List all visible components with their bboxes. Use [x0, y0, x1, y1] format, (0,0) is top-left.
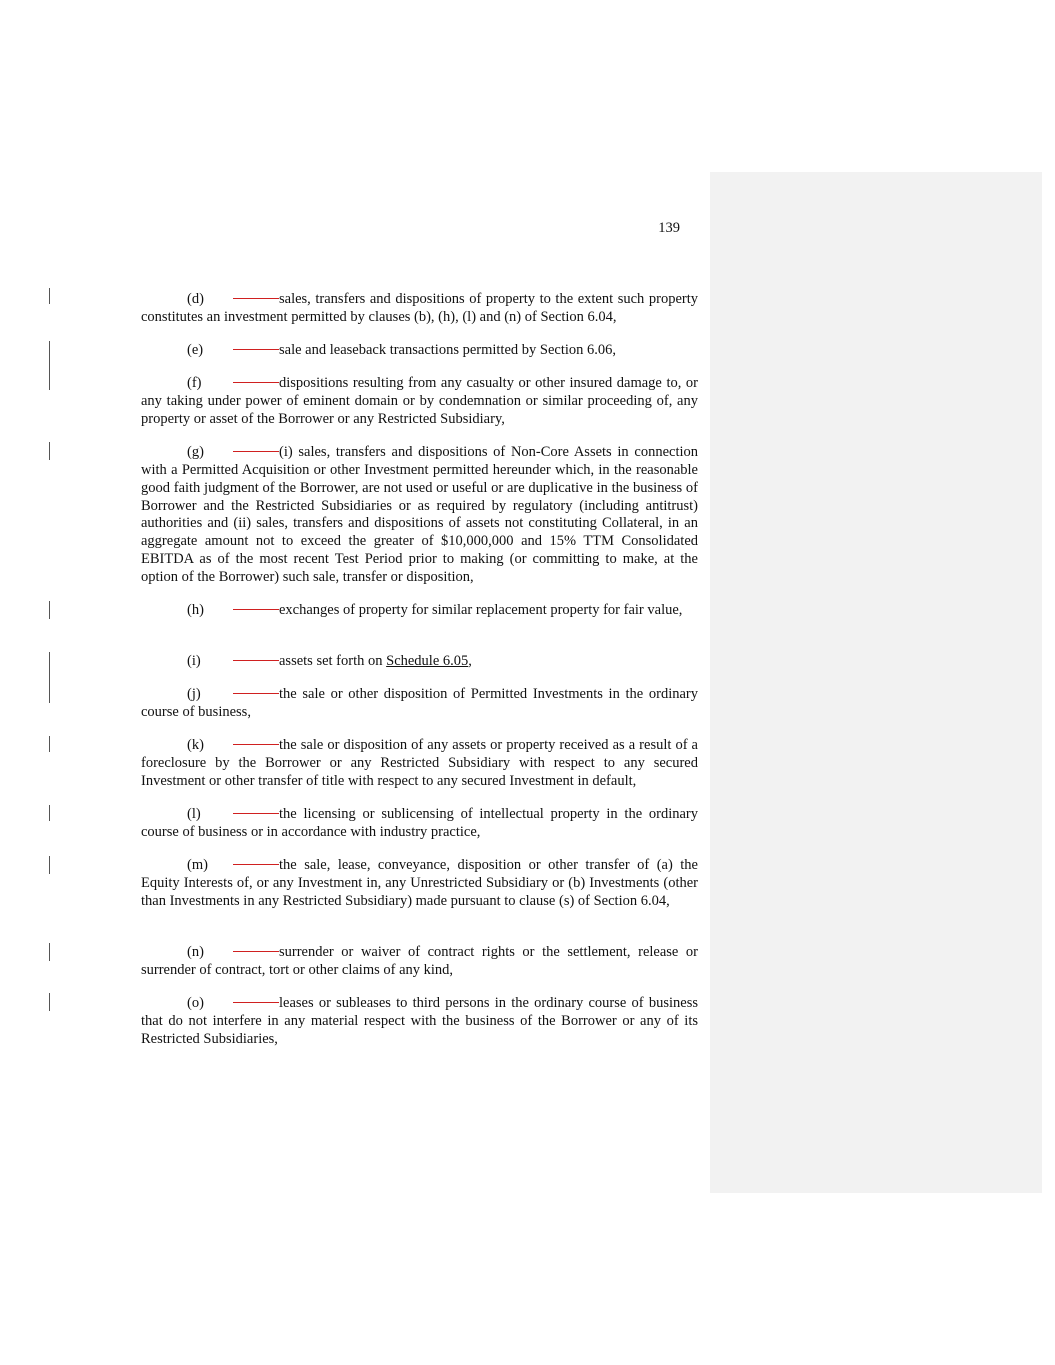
schedule-reference: Schedule 6.05 — [386, 653, 469, 669]
clause-g — [141, 444, 698, 587]
clause-label: (i) — [187, 653, 201, 669]
clause-text: the licensing or sublicensing of intellectual property in the ordinary course of business or in accordance with industry practice, — [141, 806, 698, 840]
change-bar — [49, 856, 50, 874]
clause-label: (f) — [187, 375, 202, 391]
change-bar — [49, 442, 50, 460]
clause-text: sale and leaseback transactions permitted by Section 6.06, — [279, 342, 617, 358]
change-bar — [49, 288, 50, 304]
clause-text: leases or subleases to third persons in the ordinary course of business that do not interfere in any material respect with the business of the Borrower or any of its Restricted Subsidiaries, — [141, 995, 698, 1047]
clause-text: assets set forth on — [279, 653, 387, 669]
clause-m — [141, 857, 698, 911]
comment-pane — [710, 172, 1042, 1193]
clause-label: (m) — [187, 857, 208, 873]
change-bar — [49, 943, 50, 961]
tab-leader — [233, 298, 279, 299]
clause-k — [141, 737, 698, 791]
clause-text: sales, transfers and dispositions of property to the extent such property constitutes an investment permitted by clauses (b), (h), (l) and (n) of Section 6.04, — [141, 291, 698, 325]
tab-leader — [233, 349, 279, 350]
clause-text-after: , — [468, 653, 472, 669]
change-bar — [49, 993, 50, 1011]
tab-leader — [233, 1002, 279, 1003]
tab-leader — [233, 609, 279, 610]
clause-text: (i) sales, transfers and dispositions of Non-Core Assets in connection with a Permitted Acquisition or other Investment permitted hereunder which, in the reasonable good faith judgment of the Borrower, are not used or useful or are duplicative in the business of Borrower and the Restricted Subsidiaries or as required by regulatory (including antitrust) authorities and (ii) sales, transfers and dispositions of assets not constituting Collateral, in an aggregate amount not to exceed the greater of $10,000,000 and 15% TTM Consolidated EBITDA as of the most recent Test Period prior to making (or committing to make, at the option of the Borrower) such sale, transfer or disposition, — [141, 444, 698, 585]
clause-label: (g) — [187, 444, 204, 460]
clause-text: the sale or other disposition of Permitted Investments in the ordinary course of business, — [141, 686, 698, 720]
tab-leader — [233, 451, 279, 452]
change-bar — [49, 341, 50, 390]
clause-d — [141, 291, 698, 327]
clause-label: (l) — [187, 806, 201, 822]
change-bar — [49, 652, 50, 703]
clause-label: (j) — [187, 686, 201, 702]
tab-leader — [233, 693, 279, 694]
clause-label: (e) — [187, 342, 204, 358]
clause-o — [141, 995, 698, 1049]
tab-leader — [233, 744, 279, 745]
clause-label: (o) — [187, 995, 204, 1011]
clause-text: exchanges of property for similar replacement property for fair value, — [279, 602, 683, 618]
clause-label: (k) — [187, 737, 204, 753]
clause-n — [141, 944, 698, 980]
tab-leader — [233, 951, 279, 952]
clause-text: the sale, lease, conveyance, disposition or other transfer of (a) the Equity Interests of, or any Investment in, any Unrestricted Subsidiary or (b) Investments (other than Investments in any Restricted Subsidiary) made pursuant to clause (s) of Section 6.04, — [141, 857, 698, 909]
clause-h — [141, 602, 698, 620]
clause-text: dispositions resulting from any casualty or other insured damage to, or any taking under power of eminent domain or by condemnation or similar proceeding of, any property or asset of the Borrower or any Restricted Subsidiary, — [141, 375, 698, 427]
tab-leader — [233, 813, 279, 814]
clause-label: (d) — [187, 291, 204, 307]
clause-label: (h) — [187, 602, 204, 618]
tab-leader — [233, 382, 279, 383]
clause-j — [141, 686, 698, 722]
clause-f — [141, 375, 698, 429]
tab-leader — [233, 660, 279, 661]
change-bar — [49, 805, 50, 821]
clause-l — [141, 806, 698, 842]
page-number: 139 — [658, 220, 680, 236]
change-bar — [49, 601, 50, 619]
clause-text: the sale or disposition of any assets or property received as a result of a foreclosure by the Borrower or any Restricted Subsidiary with respect to any secured Investment or other transfer of title with respect to any secured Investment in default, — [141, 737, 698, 789]
clause-e — [141, 342, 698, 360]
change-bar — [49, 736, 50, 752]
clause-label: (n) — [187, 944, 204, 960]
clause-text: surrender or waiver of contract rights or the settlement, release or surrender of contract, tort or other claims of any kind, — [141, 944, 698, 978]
tab-leader — [233, 864, 279, 865]
clause-i — [141, 653, 698, 671]
